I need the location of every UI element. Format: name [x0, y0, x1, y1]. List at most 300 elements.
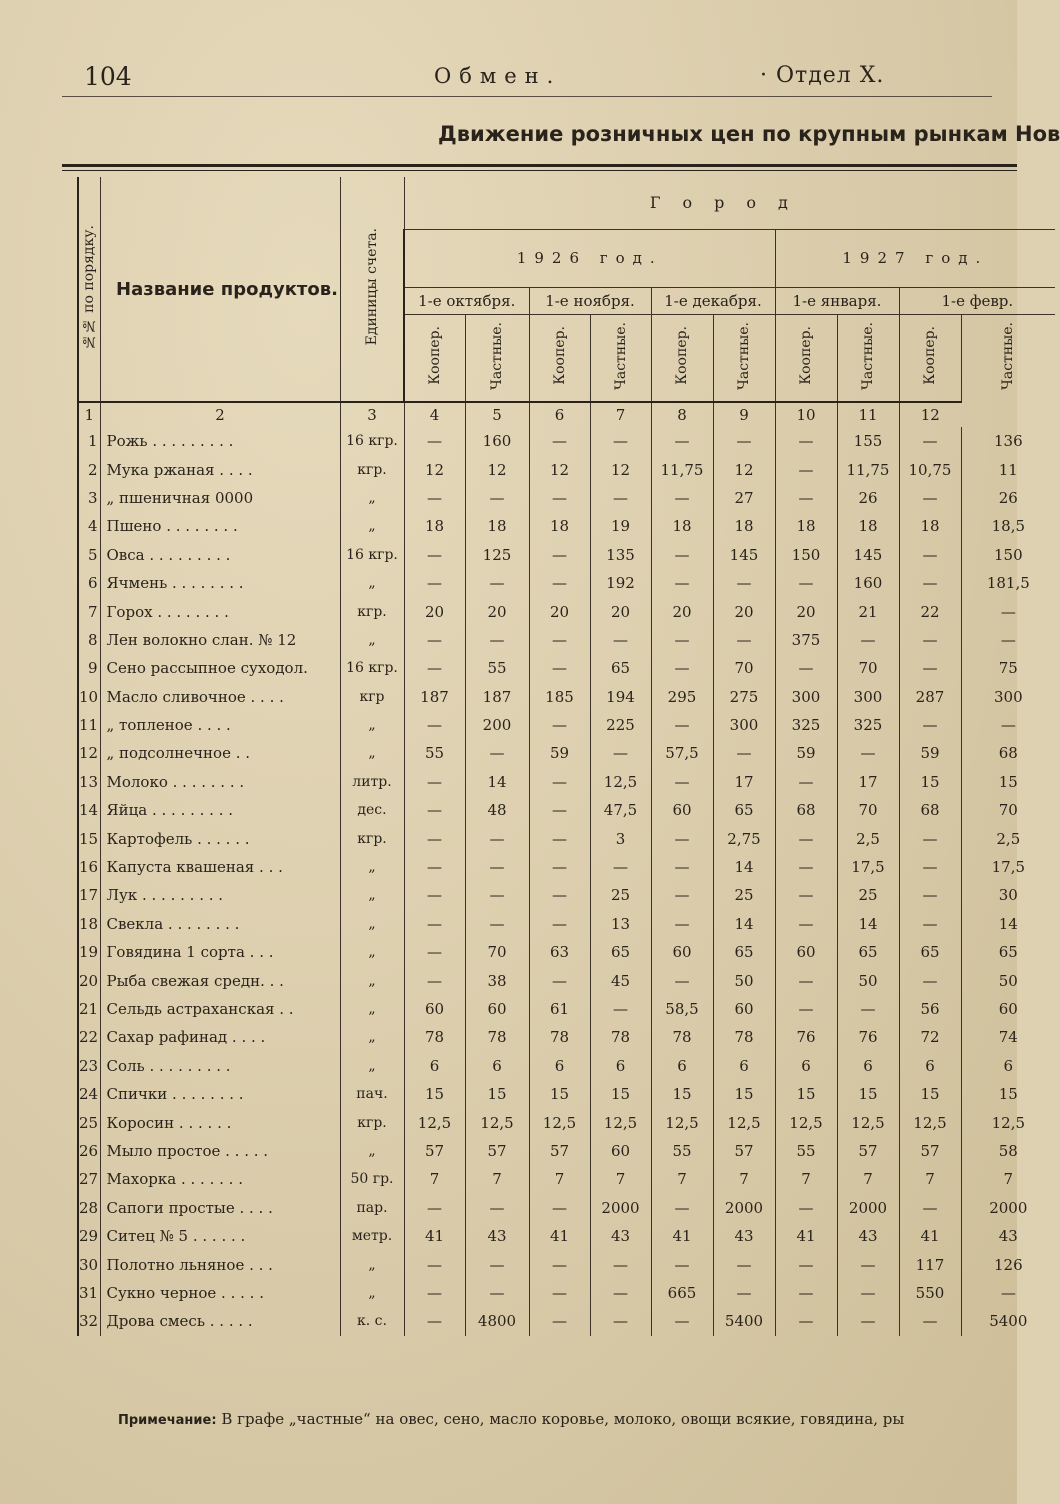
price-cell: — [651, 910, 713, 938]
unit: „ [340, 484, 404, 512]
price-cell: — [961, 711, 1055, 739]
product-name: Картофель . . . . . . [100, 824, 340, 852]
price-cell: — [775, 1250, 837, 1278]
price-cell: 7 [713, 1165, 775, 1193]
price-cell: 41 [899, 1222, 961, 1250]
table-row [78, 1052, 1055, 1080]
column-number: 3 [340, 402, 404, 427]
price-cell: 68 [775, 796, 837, 824]
price-cell: — [837, 739, 899, 767]
price-cell: — [837, 626, 899, 654]
price-cell: 18 [465, 512, 529, 540]
price-cell: 20 [529, 597, 590, 625]
price-cell: 15 [465, 1080, 529, 1108]
unit: 16 кгр. [340, 654, 404, 682]
price-cell: 12,5 [529, 1108, 590, 1136]
price-cell: — [775, 1307, 837, 1335]
unit: „ [340, 739, 404, 767]
price-cell: 65 [590, 654, 651, 682]
price-cell: — [404, 768, 465, 796]
price-cell: — [465, 824, 529, 852]
unit: „ [340, 1250, 404, 1278]
price-cell: — [775, 824, 837, 852]
price-cell: — [590, 427, 651, 455]
price-cell: — [713, 427, 775, 455]
price-cell: 2000 [590, 1194, 651, 1222]
price-cell: — [404, 796, 465, 824]
product-name: Овса . . . . . . . . . [100, 541, 340, 569]
product-name: Капуста квашеная . . . [100, 853, 340, 881]
product-name: Сапоги простые . . . . [100, 1194, 340, 1222]
unit: 50 гр. [340, 1165, 404, 1193]
row-number: 9 [78, 654, 100, 682]
price-cell: 15 [899, 768, 961, 796]
price-cell: — [899, 427, 961, 455]
price-cell: — [590, 1250, 651, 1278]
column-number: 11 [837, 402, 899, 427]
table-row [78, 1023, 1055, 1051]
price-cell: 11,75 [651, 455, 713, 483]
price-cell: 14 [465, 768, 529, 796]
row-number: 5 [78, 541, 100, 569]
table-row [78, 1165, 1055, 1193]
unit: „ [340, 1137, 404, 1165]
price-cell: — [713, 1250, 775, 1278]
table-row [78, 512, 1055, 540]
price-table [77, 177, 1055, 1336]
price-cell: 78 [404, 1023, 465, 1051]
price-cell: — [529, 541, 590, 569]
price-cell: — [651, 1194, 713, 1222]
table-row [78, 853, 1055, 881]
price-cell: 6 [404, 1052, 465, 1080]
price-cell: — [837, 1250, 899, 1278]
price-cell: 17 [713, 768, 775, 796]
table-row [78, 626, 1055, 654]
price-cell: 78 [590, 1023, 651, 1051]
column-number-row [78, 402, 1055, 427]
price-cell: 18 [404, 512, 465, 540]
price-cell: — [529, 711, 590, 739]
price-cell: 11 [961, 455, 1055, 483]
price-cell: — [404, 824, 465, 852]
price-cell: 12 [529, 455, 590, 483]
price-cell: 17,5 [961, 853, 1055, 881]
price-cell: 6 [590, 1052, 651, 1080]
price-cell: 43 [961, 1222, 1055, 1250]
row-number: 31 [78, 1279, 100, 1307]
price-cell: 12,5 [404, 1108, 465, 1136]
price-cell: — [899, 711, 961, 739]
price-cell: — [651, 484, 713, 512]
price-cell: 70 [465, 938, 529, 966]
row-number: 17 [78, 881, 100, 909]
price-cell: — [651, 1307, 713, 1335]
price-cell: 126 [961, 1250, 1055, 1278]
header-rule [62, 96, 992, 97]
price-cell: 300 [961, 683, 1055, 711]
price-cell: 7 [775, 1165, 837, 1193]
price-cell: — [837, 1307, 899, 1335]
product-name: Ячмень . . . . . . . . [100, 569, 340, 597]
price-cell: — [404, 484, 465, 512]
price-cell: — [651, 853, 713, 881]
unit: „ [340, 910, 404, 938]
column-number: 9 [713, 402, 775, 427]
price-cell: 300 [713, 711, 775, 739]
product-name: „ пшеничная 0000 [100, 484, 340, 512]
product-name: Свекла . . . . . . . . [100, 910, 340, 938]
price-cell: 50 [713, 966, 775, 994]
price-cell: 60 [961, 995, 1055, 1023]
price-cell: 2,5 [961, 824, 1055, 852]
price-cell: 150 [775, 541, 837, 569]
product-name: Лен волокно слан. № 12 [100, 626, 340, 654]
price-cell: 185 [529, 683, 590, 711]
product-name: Лук . . . . . . . . . [100, 881, 340, 909]
price-cell: 13 [590, 910, 651, 938]
price-cell: 12,5 [590, 1108, 651, 1136]
header-coop: Коопер. [775, 314, 837, 402]
price-cell: — [404, 711, 465, 739]
price-cell: 45 [590, 966, 651, 994]
price-cell: 12 [713, 455, 775, 483]
table-row [78, 768, 1055, 796]
price-cell: 59 [899, 739, 961, 767]
price-cell: — [465, 1250, 529, 1278]
price-cell: 57 [529, 1137, 590, 1165]
price-cell: 325 [775, 711, 837, 739]
table-row [78, 995, 1055, 1023]
table-row [78, 541, 1055, 569]
column-number: 6 [529, 402, 590, 427]
unit: литр. [340, 768, 404, 796]
table-body [78, 427, 1055, 1336]
price-cell: — [590, 853, 651, 881]
row-number: 28 [78, 1194, 100, 1222]
footnote-text: В графе „частные“ на овес, сено, масло коровье, молоко, овощи всякие, говядина, ры [221, 1410, 905, 1428]
price-cell: 43 [837, 1222, 899, 1250]
price-cell: 57 [713, 1137, 775, 1165]
header-private: Частные. [961, 314, 1055, 402]
price-cell: 18 [651, 512, 713, 540]
price-cell: 4800 [465, 1307, 529, 1335]
price-cell: 58 [961, 1137, 1055, 1165]
price-cell: — [775, 1194, 837, 1222]
unit: 16 кгр. [340, 541, 404, 569]
price-cell: 60 [775, 938, 837, 966]
price-cell: 18 [529, 512, 590, 540]
price-cell: 155 [837, 427, 899, 455]
row-number: 23 [78, 1052, 100, 1080]
header-private: Частные. [590, 314, 651, 402]
price-cell: 12,5 [837, 1108, 899, 1136]
price-cell: — [713, 1279, 775, 1307]
price-cell: 145 [837, 541, 899, 569]
table-row [78, 1307, 1055, 1335]
price-cell: — [465, 569, 529, 597]
price-cell: — [465, 881, 529, 909]
table-row [78, 1250, 1055, 1278]
unit: дес. [340, 796, 404, 824]
header-coop: Коопер. [899, 314, 961, 402]
price-cell: 55 [404, 739, 465, 767]
price-cell: 59 [775, 739, 837, 767]
price-cell: 15 [837, 1080, 899, 1108]
unit: пач. [340, 1080, 404, 1108]
price-cell: — [651, 541, 713, 569]
product-name: Рожь . . . . . . . . . [100, 427, 340, 455]
price-cell: — [961, 626, 1055, 654]
footnote [118, 1410, 904, 1428]
header-coop: Коопер. [529, 314, 590, 402]
price-cell: 192 [590, 569, 651, 597]
price-cell: 65 [713, 796, 775, 824]
header-year-1926: 1926 год. [404, 229, 775, 287]
price-cell: 74 [961, 1023, 1055, 1051]
price-cell: 41 [404, 1222, 465, 1250]
price-cell: 275 [713, 683, 775, 711]
price-cell: 7 [961, 1165, 1055, 1193]
price-cell: 65 [713, 938, 775, 966]
price-cell: — [465, 739, 529, 767]
price-cell: 47,5 [590, 796, 651, 824]
price-cell: — [775, 881, 837, 909]
price-cell: — [899, 541, 961, 569]
product-name: Рыба свежая средн. . . [100, 966, 340, 994]
unit: „ [340, 1023, 404, 1051]
price-cell: 78 [713, 1023, 775, 1051]
price-cell: 65 [590, 938, 651, 966]
table-row [78, 938, 1055, 966]
price-cell: 665 [651, 1279, 713, 1307]
price-cell: 12,5 [465, 1108, 529, 1136]
price-cell: — [961, 597, 1055, 625]
unit: „ [340, 711, 404, 739]
price-cell: 6 [775, 1052, 837, 1080]
price-cell: 70 [837, 796, 899, 824]
price-cell: — [529, 768, 590, 796]
unit: „ [340, 881, 404, 909]
price-cell: 550 [899, 1279, 961, 1307]
unit: „ [340, 938, 404, 966]
table-row [78, 455, 1055, 483]
unit: кгр. [340, 1108, 404, 1136]
column-number: 10 [775, 402, 837, 427]
price-cell: 194 [590, 683, 651, 711]
table-row [78, 1194, 1055, 1222]
price-cell: 60 [651, 938, 713, 966]
price-cell: 2000 [713, 1194, 775, 1222]
price-cell: 14 [837, 910, 899, 938]
header-coop: Коопер. [404, 314, 465, 402]
price-cell: 12 [465, 455, 529, 483]
price-cell: 41 [651, 1222, 713, 1250]
price-cell: 325 [837, 711, 899, 739]
price-cell: 7 [404, 1165, 465, 1193]
price-cell: 11,75 [837, 455, 899, 483]
table-top-rule-thin [62, 170, 1017, 171]
price-cell: — [529, 1307, 590, 1335]
row-number: 27 [78, 1165, 100, 1193]
table-row [78, 569, 1055, 597]
unit: метр. [340, 1222, 404, 1250]
product-name: Сахар рафинад . . . . [100, 1023, 340, 1051]
price-cell: 135 [590, 541, 651, 569]
price-cell: — [465, 626, 529, 654]
price-cell: 70 [961, 796, 1055, 824]
price-cell: 2,75 [713, 824, 775, 852]
header-date-dec: 1-е декабря. [651, 287, 775, 314]
price-cell: 57 [899, 1137, 961, 1165]
price-cell: — [529, 654, 590, 682]
price-cell: — [404, 654, 465, 682]
header-year-1927: 1927 год. [775, 229, 1055, 287]
price-cell: — [590, 739, 651, 767]
product-name: Молоко . . . . . . . . [100, 768, 340, 796]
price-cell: 41 [775, 1222, 837, 1250]
product-name: Яйца . . . . . . . . . [100, 796, 340, 824]
row-number: 19 [78, 938, 100, 966]
price-cell: 12,5 [775, 1108, 837, 1136]
unit: 16 кгр. [340, 427, 404, 455]
price-cell: 6 [961, 1052, 1055, 1080]
product-name: Спички . . . . . . . . [100, 1080, 340, 1108]
price-cell: — [404, 541, 465, 569]
price-cell: 43 [713, 1222, 775, 1250]
price-cell: 136 [961, 427, 1055, 455]
price-cell: — [529, 484, 590, 512]
row-number: 22 [78, 1023, 100, 1051]
price-cell: — [961, 1279, 1055, 1307]
price-cell: 48 [465, 796, 529, 824]
column-number: 4 [404, 402, 465, 427]
price-cell: 70 [837, 654, 899, 682]
row-number: 10 [78, 683, 100, 711]
price-cell: — [465, 484, 529, 512]
price-cell: 78 [465, 1023, 529, 1051]
table-row [78, 427, 1055, 455]
price-cell: 145 [713, 541, 775, 569]
price-cell: 68 [899, 796, 961, 824]
row-number: 20 [78, 966, 100, 994]
price-cell: — [465, 910, 529, 938]
unit: „ [340, 1279, 404, 1307]
price-cell: 15 [404, 1080, 465, 1108]
price-cell: 7 [465, 1165, 529, 1193]
price-cell: 15 [961, 1080, 1055, 1108]
price-cell: — [529, 1279, 590, 1307]
price-cell: — [775, 910, 837, 938]
price-cell: — [651, 427, 713, 455]
table-row [78, 597, 1055, 625]
header-product-name: Название продуктов. [100, 177, 340, 402]
price-cell: — [837, 1279, 899, 1307]
header-private: Частные. [713, 314, 775, 402]
price-cell: 65 [837, 938, 899, 966]
price-cell: — [775, 484, 837, 512]
price-cell: — [651, 966, 713, 994]
header-row-number: №№ по порядку. [78, 177, 100, 402]
price-cell: 12,5 [651, 1108, 713, 1136]
price-cell: — [404, 569, 465, 597]
price-cell: 6 [465, 1052, 529, 1080]
price-cell: — [404, 1279, 465, 1307]
column-number: 1 [78, 402, 100, 427]
product-name: Сукно черное . . . . . [100, 1279, 340, 1307]
row-number: 2 [78, 455, 100, 483]
price-cell: 25 [837, 881, 899, 909]
table-row [78, 1222, 1055, 1250]
product-name: „ подсолнечное . . [100, 739, 340, 767]
price-cell: — [899, 626, 961, 654]
price-cell: 56 [899, 995, 961, 1023]
price-cell: 20 [713, 597, 775, 625]
product-name: Коросин . . . . . . [100, 1108, 340, 1136]
column-number: 2 [100, 402, 340, 427]
row-number: 11 [78, 711, 100, 739]
price-cell: — [529, 881, 590, 909]
unit: „ [340, 995, 404, 1023]
price-cell: — [590, 484, 651, 512]
price-cell: — [651, 711, 713, 739]
price-cell: 55 [775, 1137, 837, 1165]
price-cell: 7 [590, 1165, 651, 1193]
price-cell: — [465, 853, 529, 881]
price-cell: — [404, 966, 465, 994]
price-cell: 18,5 [961, 512, 1055, 540]
price-cell: — [837, 995, 899, 1023]
price-cell: 2,5 [837, 824, 899, 852]
header-private: Частные. [837, 314, 899, 402]
price-cell: — [529, 910, 590, 938]
row-number: 3 [78, 484, 100, 512]
table-row [78, 739, 1055, 767]
row-number: 16 [78, 853, 100, 881]
price-cell: — [529, 569, 590, 597]
row-number: 30 [78, 1250, 100, 1278]
price-cell: — [899, 853, 961, 881]
section-label: · Отдел X. [760, 63, 885, 88]
price-cell: 7 [529, 1165, 590, 1193]
price-cell: 7 [899, 1165, 961, 1193]
unit: „ [340, 626, 404, 654]
price-cell: 181,5 [961, 569, 1055, 597]
row-number: 32 [78, 1307, 100, 1335]
price-cell: 30 [961, 881, 1055, 909]
price-cell: 26 [837, 484, 899, 512]
price-cell: — [651, 1250, 713, 1278]
price-cell: 5400 [713, 1307, 775, 1335]
price-cell: — [529, 796, 590, 824]
price-cell: 300 [837, 683, 899, 711]
price-cell: 6 [713, 1052, 775, 1080]
price-cell: 15 [775, 1080, 837, 1108]
table-row [78, 796, 1055, 824]
header-private: Частные. [465, 314, 529, 402]
price-cell: — [775, 569, 837, 597]
price-cell: — [529, 824, 590, 852]
price-cell: 15 [651, 1080, 713, 1108]
table-row [78, 966, 1055, 994]
price-cell: — [899, 881, 961, 909]
row-number: 26 [78, 1137, 100, 1165]
price-cell: 12,5 [899, 1108, 961, 1136]
table-row [78, 484, 1055, 512]
product-name: Соль . . . . . . . . . [100, 1052, 340, 1080]
price-cell: 12 [404, 455, 465, 483]
price-cell: 187 [404, 683, 465, 711]
